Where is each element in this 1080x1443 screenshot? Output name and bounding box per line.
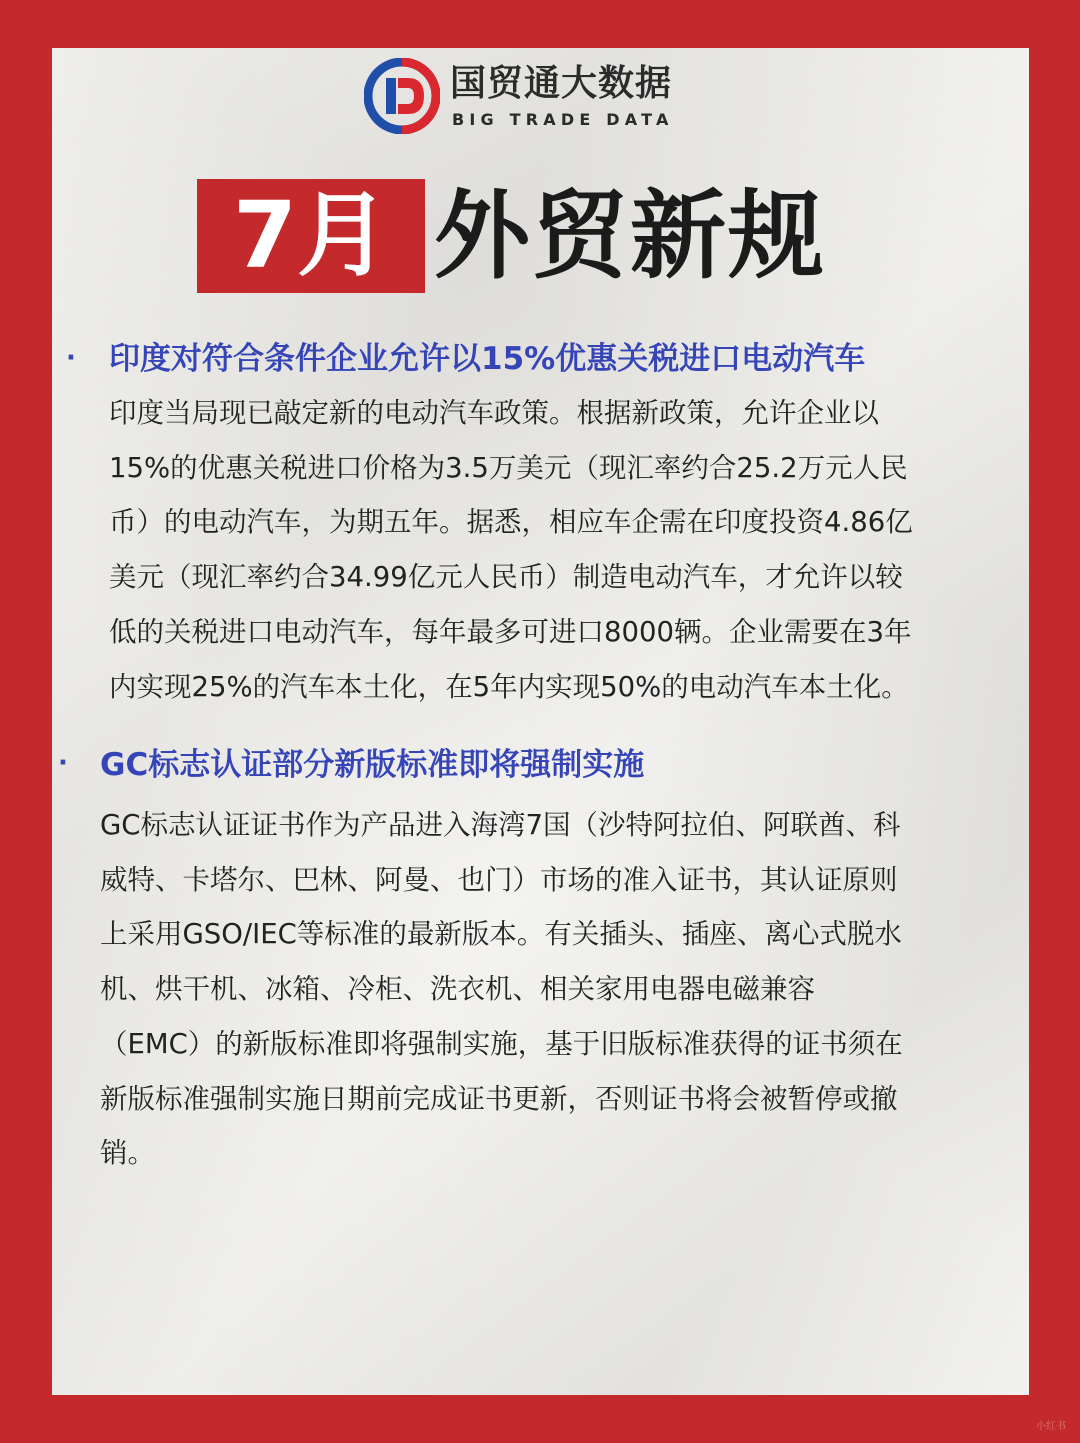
body-line: 新版标准强制实施日期前完成证书更新，否则证书将会被暂停或撤 <box>100 1082 898 1115</box>
body-line: 销。 <box>100 1137 155 1170</box>
section-body <box>100 798 903 1181</box>
brand-logo <box>364 58 764 138</box>
bullet-marker: · <box>58 748 68 778</box>
logo-mark-icon <box>364 58 440 134</box>
logo-name-en: BIG TRADE DATA <box>452 110 674 129</box>
body-line: 低的关税进口电动汽车，每年最多可进口8000辆。企业需要在3年 <box>109 615 912 648</box>
body-line: 威特、卡塔尔、巴林、阿曼、也门）市场的准入证书，其认证原则 <box>100 863 898 896</box>
body-line: （EMC）的新版标准即将强制实施，基于旧版标准获得的证书须在 <box>100 1027 903 1060</box>
title-month: 7月 <box>197 179 425 293</box>
body-line: 上采用GSO/IEC等标准的最新版本。有关插头、插座、离心式脱水 <box>100 918 902 951</box>
watermark: 小红书 <box>1036 1421 1066 1432</box>
body-line: 美元（现汇率约合34.99亿元人民币）制造电动汽车，才允许以较 <box>109 561 903 594</box>
body-line: 机、烘干机、冰箱、冷柜、洗衣机、相关家用电器电磁兼容 <box>100 973 815 1006</box>
paper-card <box>52 48 1029 1395</box>
bullet-marker: · <box>66 343 76 373</box>
body-line: 币）的电动汽车，为期五年。据悉，相应车企需在印度投资4.86亿 <box>109 506 913 539</box>
body-line: 内实现25%的汽车本土化，在5年内实现50%的电动汽车本土化。 <box>109 670 909 703</box>
body-line: GC标志认证证书作为产品进入海湾7国（沙特阿拉伯、阿联酋、科 <box>100 809 901 841</box>
section-body <box>109 386 913 714</box>
body-line: 15%的优惠关税进口价格为3.5万美元（现汇率约合25.2万元人民 <box>109 451 908 484</box>
logo-name-cn: 国贸通大数据 <box>450 63 673 104</box>
section-heading: GC标志认证部分新版标准即将强制实施 <box>100 747 645 783</box>
body-line: 印度当局现已敲定新的电动汽车政策。根据新政策，允许企业以 <box>109 397 879 429</box>
section-heading: 印度对符合条件企业允许以15%优惠关税进口电动汽车 <box>109 341 866 377</box>
title-text: 外贸新规 <box>434 180 826 292</box>
